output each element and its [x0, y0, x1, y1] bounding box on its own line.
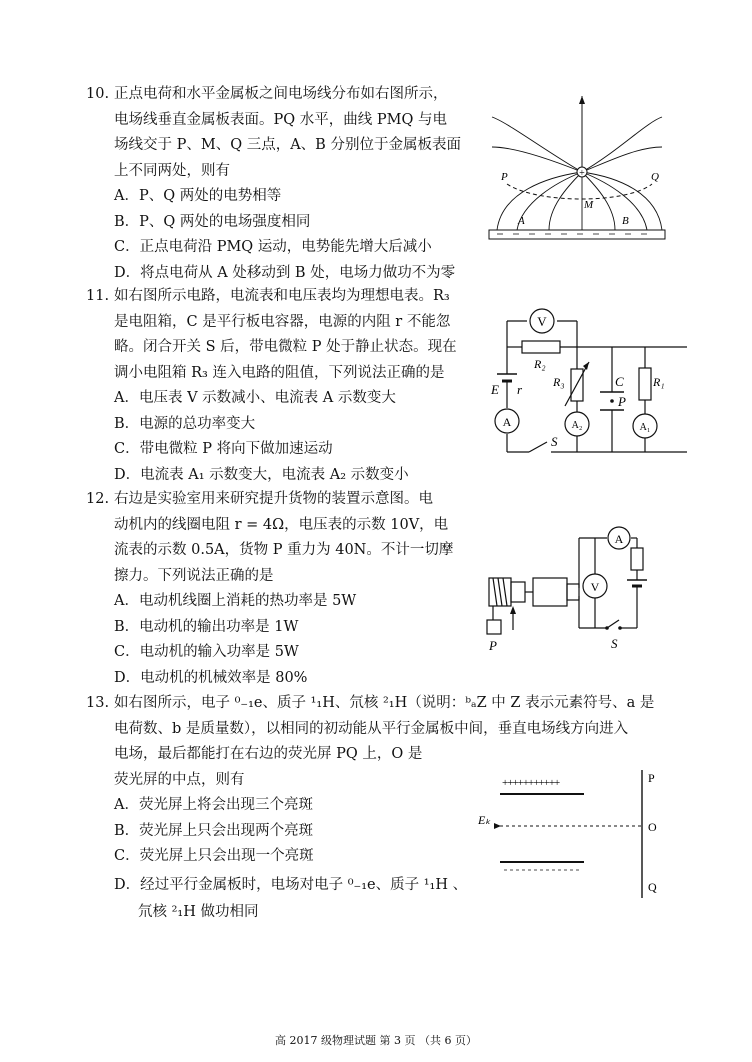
figure-q12-motor [483, 520, 663, 655]
label-voltmeter: V [590, 580, 600, 594]
label-a: A [518, 215, 525, 227]
page-footer: 高 2017 级物理试题 第 3 页 （共 6 页） [275, 1034, 477, 1047]
label-e: E [491, 382, 499, 397]
figure-q11-circuit [487, 304, 692, 459]
label-s: S [551, 434, 558, 449]
option-a: A．电压表 V 示数减小、电流表 A 示数变大 [114, 390, 396, 406]
option-c: C．荧光屏上只会出现一个亮斑 [114, 848, 314, 864]
option-a: A．电动机线圈上消耗的热功率是 5W [114, 593, 357, 609]
question-stem: 如右图所示电路，电流表和电压表均为理想电表。R₃ 是电阻箱，C 是平行板电容器，电源的内阻 r 不能忽 略。闭合开关 S 后，带电微粒 P 处于静止状态。现在 调小电阻箱 R₃ 连入电路的阻值，下列说法正确的是 [114, 288, 457, 381]
question-number: 12. [86, 491, 110, 507]
label-p: P [648, 771, 655, 785]
option-b: B．荧光屏上只会出现两个亮斑 [114, 822, 314, 839]
label-r: r [517, 382, 523, 397]
plate-charge-signs: +++++++++++ [502, 777, 560, 789]
label-r3: R₃ [553, 375, 565, 389]
charge-sign: + [579, 168, 585, 179]
label-o: O [648, 820, 657, 834]
question-stem: 右边是实验室用来研究提升货物的装置示意图。电 动机内的线圈电阻 r = 4Ω，电压表的示数 10V，电 流表的示数 0.5A，货物 P 重力为 40N。不计一切摩 擦力。下列说法正确的是 [114, 491, 454, 584]
question-11 [86, 284, 486, 488]
option-b: B．电动机的输出功率是 1W [114, 618, 299, 635]
figure-q10-field-lines [487, 92, 667, 242]
option-c: C．电动机的输入功率是 5W [114, 644, 299, 660]
question-10 [86, 82, 486, 286]
label-q: Q [651, 171, 659, 183]
option-b: B．P、Q 两处的电场强度相同 [114, 213, 311, 230]
label-ammeter-a: A [502, 415, 512, 429]
option-a: A．P、Q 两处的电势相等 [114, 188, 282, 204]
question-12 [86, 487, 486, 691]
label-q: Q [648, 880, 657, 894]
label-ammeter-a2: A₂ [571, 420, 583, 431]
label-b: B [622, 215, 629, 227]
option-d: D．经过平行金属板时，电场对电子 ⁰₋₁e、质子 ¹₁H 、 [114, 876, 468, 893]
option-d-continued: 氘核 ²₁H 做功相同 [138, 903, 259, 920]
figure-q13-deflection [474, 768, 674, 903]
question-number: 11. [86, 288, 110, 304]
option-d: D．电动机的机械效率是 80% [114, 669, 308, 686]
question-stem: 如右图所示，电子 ⁰₋₁e、质子 ¹₁H、氘核 ²₁H（说明：ᵇₐZ 中 Z 表示元素符号、a 是 电荷数、b 是质量数），以相同的初动能从平行金属板中间，垂直电场线方向进入 电场，最后都能打在右边的荧光屏 PQ 上，O 是 荧光屏的中点，则有 [114, 695, 655, 788]
label-p: P [618, 394, 626, 409]
label-p: P [501, 171, 508, 183]
label-m: M [584, 199, 594, 211]
label-p: P [489, 638, 497, 653]
label-c: C [615, 374, 624, 389]
question-number: 13. [86, 695, 110, 711]
option-c: C．正点电荷沿 PMQ 运动，电势能先增大后减小 [114, 239, 432, 255]
label-s: S [611, 636, 618, 651]
option-c: C．带电微粒 P 将向下做加速运动 [114, 441, 333, 457]
option-b: B．电源的总功率变大 [114, 415, 256, 432]
label-r2: R₂ [534, 357, 546, 371]
option-d: D．将点电荷从 A 处移动到 B 处，电场力做功不为零 [114, 264, 456, 281]
question-stem: 正点电荷和水平金属板之间电场线分布如右图所示， 电场线垂直金属板表面。PQ 水平，曲线 PMQ 与电 场线交于 P、M、Q 三点，A、B 分别位于金属板表面 上不同两处，则有 [114, 86, 461, 179]
label-v: V [537, 314, 547, 329]
option-a: A．荧光屏上将会出现三个亮斑 [114, 797, 313, 813]
question-number: 10. [86, 86, 110, 102]
label-ek: Eₖ [478, 813, 491, 827]
option-d: D．电流表 A₁ 示数变大，电流表 A₂ 示数变小 [114, 466, 409, 483]
label-ammeter: A [614, 532, 624, 546]
label-ammeter-a1: A₁ [639, 422, 651, 433]
label-r1: R₁ [653, 375, 665, 389]
